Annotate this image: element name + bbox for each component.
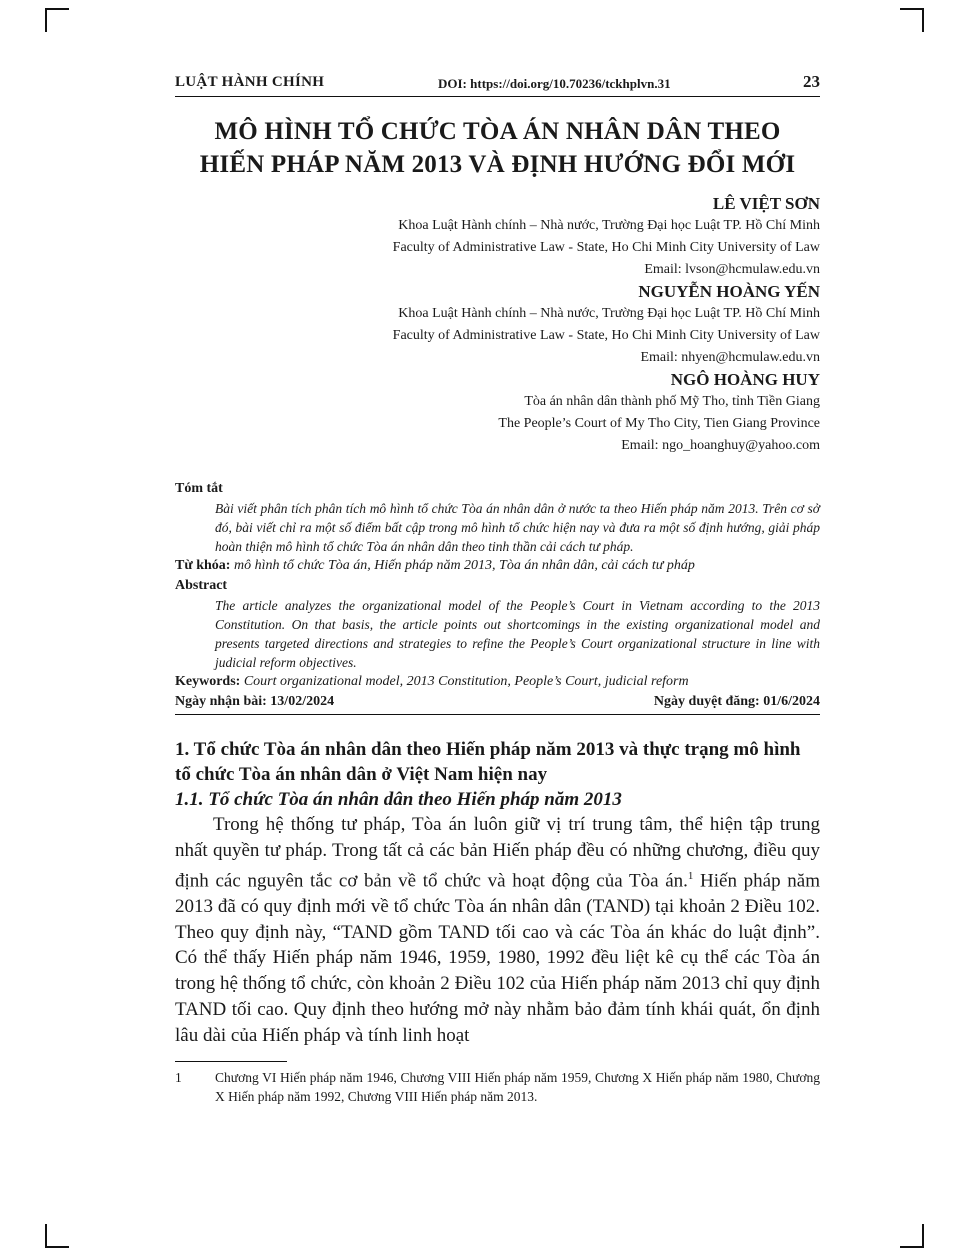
subsection-heading: 1.1. Tổ chức Tòa án nhân dân theo Hiến pháp năm 2013 [175, 789, 622, 810]
crop-mark-top-right [900, 8, 924, 32]
journal-section-name: LUẬT HÀNH CHÍNH [175, 74, 325, 90]
author-affiliation-vi: Tòa án nhân dân thành phố Mỹ Tho, tỉnh Tiền Giang [524, 394, 820, 409]
author-2 [175, 281, 820, 369]
author-name: LÊ VIỆT SƠN [712, 194, 820, 213]
author-email[interactable]: Email: nhyen@hcmulaw.edu.vn [640, 350, 820, 365]
abstract-label: Abstract [175, 578, 228, 593]
author-email[interactable]: Email: lvson@hcmulaw.edu.vn [644, 262, 820, 277]
abstract-text: The article analyzes the organizational model of the People’s Court in Vietnam according to the 2013 Constitution. On that basis, the article points out shortcomings in the existing organizational model and presents targeted directions and strategies to refine the People’s Court organizational structure in line with judicial reform objectives. [215, 598, 820, 670]
author-affiliation-en: Faculty of Administrative Law - State, Ho Chi Minh City University of Law [392, 240, 820, 255]
author-name: NGUYỄN HOÀNG YẾN [638, 282, 820, 301]
author-affiliation-en: Faculty of Administrative Law - State, Ho Chi Minh City University of Law [392, 328, 820, 343]
footnote [175, 1068, 820, 1106]
title-line-1: MÔ HÌNH TỔ CHỨC TÒA ÁN NHÂN DÂN THEO [214, 118, 781, 145]
keywords-en-label: Keywords: [175, 674, 241, 689]
paragraph-text-part-1: Trong hệ thống tư pháp, Tòa án luôn giữ vị trí trung tâm, thể hiện tập trung nhất quyền tư pháp. Trong tất cả các bản Hiến pháp đều có những chương, điều quy định các nguyên tắc cơ bản về tổ chức và hoạt động của Tòa án. [175, 814, 820, 891]
author-affiliation-en: The People’s Court of My Tho City, Tien Giang Province [498, 416, 820, 431]
keywords-en [175, 672, 820, 692]
author-affiliation-vi: Khoa Luật Hành chính – Nhà nước, Trường Đại học Luật TP. Hồ Chí Minh [398, 306, 820, 321]
footnote-number: 1 [175, 1069, 182, 1085]
summary-text: Bài viết phân tích phân tích mô hình tổ chức Tòa án nhân dân ở nước ta theo Hiến pháp năm 2013. Trên cơ sở đó, bài viết chỉ ra một số điểm bất cập trong mô hình tổ chức hiện nay và đưa ra một số định hướng, giải pháp hoàn thiện mô hình tổ chức Tòa án nhân dân theo tinh thần cải cách tư pháp. [215, 501, 820, 554]
page-number: 23 [803, 72, 820, 91]
crop-mark-top-left [45, 8, 69, 32]
keywords-vi-text: mô hình tổ chức Tòa án, Hiến pháp năm 2013, Tòa án nhân dân, cải cách tư pháp [233, 558, 695, 573]
author-email[interactable]: Email: ngo_hoanghuy@yahoo.com [621, 438, 820, 453]
abstract-block [175, 479, 820, 715]
keywords-vi-label: Từ khóa: [175, 558, 231, 573]
footnote-divider [175, 1061, 287, 1062]
paragraph-text-part-2: Hiến pháp năm 2013 đã có quy định mới về tổ chức Tòa án nhân dân (TAND) tại khoản 2 Điều 102. Theo quy định này, “TAND gồm TAND tối cao và các Tòa án khác do luật định”. Có thể thấy Hiến pháp năm 1946, 1959, 1980, 1992 đều liệt kê cụ thể các Tòa án trong hệ thống tổ chức, còn khoản 2 Điều 102 của Hiến pháp năm 2013 chỉ quy định TAND tối cao. Quy định theo hướng mở này nhằm bảo đảm tính khái quát, ổn định lâu dài của Hiến pháp và tính linh hoạt [175, 869, 820, 1046]
article-dates [175, 692, 820, 715]
author-affiliation-vi: Khoa Luật Hành chính – Nhà nước, Trường Đại học Luật TP. Hồ Chí Minh [398, 218, 820, 233]
received-date: Ngày nhận bài: 13/02/2024 [175, 694, 335, 709]
keywords-en-text: Court organizational model, 2013 Constitution, People’s Court, judicial reform [243, 674, 689, 689]
title-line-2: HIẾN PHÁP NĂM 2013 VÀ ĐỊNH HƯỚNG ĐỔI MỚI [199, 151, 796, 178]
summary-label: Tóm tắt [175, 481, 223, 496]
body-paragraph [175, 812, 820, 1049]
running-header [175, 70, 820, 97]
article-title [175, 115, 820, 181]
accepted-date: Ngày duyệt đăng: 01/6/2024 [653, 694, 820, 709]
crop-mark-bottom-right [900, 1224, 924, 1248]
crop-mark-bottom-left [45, 1224, 69, 1248]
author-1 [175, 193, 820, 281]
author-name: NGÔ HOÀNG HUY [670, 370, 820, 389]
doi-link[interactable]: DOI: https://doi.org/10.70236/tckhplvn.31 [438, 76, 671, 91]
keywords-vi [175, 556, 820, 576]
footnote-reference[interactable]: 1 [687, 869, 694, 882]
author-3 [175, 369, 820, 457]
section-heading: 1. Tổ chức Tòa án nhân dân theo Hiến pháp năm 2013 và thực trạng mô hình tổ chức Tòa án nhân dân ở Việt Nam hiện nay [175, 739, 801, 785]
footnote-text: Chương VI Hiến pháp năm 1946, Chương VIII Hiến pháp năm 1959, Chương X Hiến pháp năm 1980, Chương X Hiến pháp năm 1992, Chương VIII Hiến pháp năm 2013. [215, 1069, 820, 1104]
article-page [175, 70, 820, 1106]
